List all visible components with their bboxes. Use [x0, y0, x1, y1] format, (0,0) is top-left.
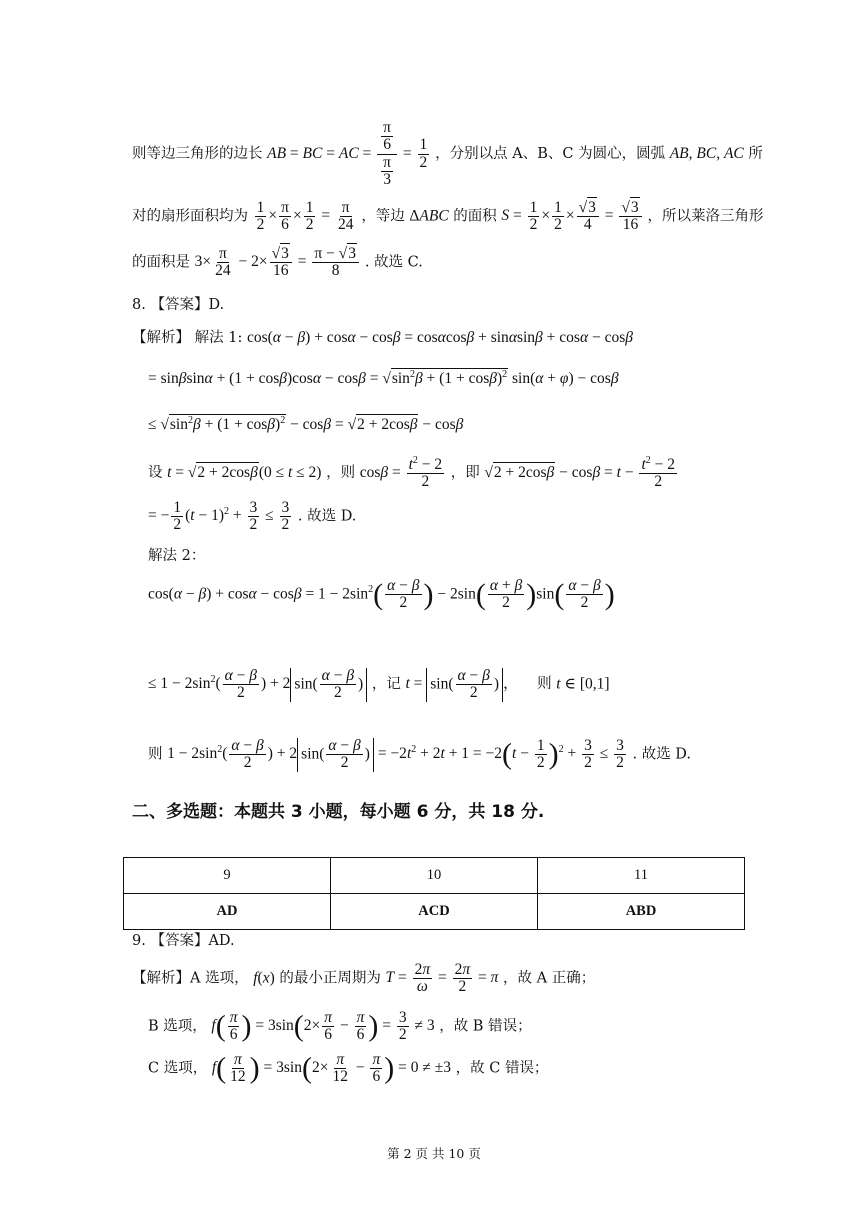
q9-option-b — [148, 1010, 532, 1044]
table-row — [124, 894, 745, 930]
formula: $1 - 2\sin^2$( $\frac{\alpha - \beta}{2}$ ) + 2 sin( $\frac{\alpha - \beta}{2}$ ) = $-2t^2 + 2t + 1 = -2(t$ − $\frac{1}{2}$ )$^2$ + $\frac{3}{2}$ ≤ $\frac{3}{2}$ — [167, 737, 624, 772]
section-heading-multiple-choice: 二、多选题：本题共 3 小题，每小题 6 分，共 18 分. — [132, 802, 545, 822]
q8-method1-line4 — [148, 456, 679, 491]
text-line-sector-area — [132, 200, 764, 234]
q8-method2-line1: $\cos(\alpha - \beta) + \cos\alpha - \cos\beta = 1 - 2\sin^2$( $\frac{\alpha - \beta}{2}$ ) − 2sin( $\frac{\alpha + \beta}{2}$ )sin( $\frac{\alpha - \beta}{2}$ ) — [148, 577, 615, 612]
text: . 故选 C. — [364, 254, 423, 271]
text: ，则 — [326, 464, 356, 481]
formula: AB, BC, AC — [669, 145, 744, 163]
text: ，所以莱洛三角形 — [647, 208, 764, 225]
text: 的最小正周期为 — [279, 970, 381, 987]
q8-method1-line3: ≤ $√\sin^2\beta + (1 + \cos\beta)^2 - \cos\beta = √2 + 2\cos\beta - \cos\beta$ — [148, 415, 464, 434]
formula: t ∈ [0,1] — [556, 675, 610, 693]
table-row — [124, 858, 745, 894]
q8-answer: 8. 【答案】D. — [132, 297, 225, 313]
formula: = − $\frac{1}{2}$ $(t - 1)^2$ + $\frac{3}{2}$ ≤ $\frac{3}{2}$ — [148, 499, 290, 534]
text: 则 — [537, 676, 552, 693]
formula: S = $\frac{1}{2}$ × $\frac{1}{2}$ × $\frac{√3}{4}$ = $\frac{√3}{16}$ — [501, 207, 647, 224]
text: 的面积 — [453, 208, 497, 225]
text: ，故 A 正确； — [503, 970, 596, 987]
text-line-side-length — [132, 120, 763, 188]
text: 对的扇形面积均为 — [132, 208, 248, 225]
formula: AB = BC = AC = $\frac{\frac{\pi}{6}}{\frac{\pi}{3}}$ = $\frac{1}{2}$ — [267, 119, 428, 188]
text: 【解析】 解法 1: — [132, 330, 243, 346]
text: ，故 B 错误； — [439, 1018, 532, 1035]
text: B 选项， — [148, 1018, 207, 1035]
text: 则 — [148, 746, 163, 763]
answer-table — [123, 857, 745, 930]
formula: f( $\frac{\pi}{12}$ ) = 3sin(2× $\frac{\pi}{12}$ − $\frac{\pi}{6}$ ) = 0 ≠ ±3 — [211, 1051, 452, 1086]
text: ，即 — [450, 464, 480, 481]
q8-method1-line1 — [132, 330, 633, 346]
table-cell: 10 — [331, 858, 538, 894]
formula: 3× $\frac{\pi}{24}$ − 2× $\frac{√3}{16}$ = $\frac{\pi - √3}{8}$ — [195, 253, 365, 270]
text: ，等边 — [361, 208, 405, 225]
text: 设 — [148, 464, 163, 481]
table-cell: 11 — [538, 858, 745, 894]
text: . 故选 D. — [632, 746, 692, 763]
text: C 选项， — [148, 1060, 208, 1077]
q9-option-c — [148, 1052, 548, 1086]
page-footer: 第 2 页 共 10 页 — [387, 1146, 481, 1161]
text: 所 — [748, 146, 763, 163]
q8-method2-line2 — [148, 668, 610, 702]
formula: t = sin( $\frac{\alpha - \beta}{2}$ ) ， — [405, 667, 519, 702]
text: 则等边三角形的边长 — [132, 146, 263, 163]
text: 【解析】A 选项， — [132, 970, 249, 987]
formula: f( $\frac{\pi}{6}$ ) = 3sin(2× $\frac{\pi}{6}$ − $\frac{\pi}{6}$ ) = $\frac{3}{2}$ ≠ 3 — [211, 1009, 435, 1044]
table-cell: ACD — [331, 894, 538, 930]
formula: f(x) — [253, 969, 275, 987]
text: ，分别以点 A、B、C 为圆心，圆弧 — [435, 146, 666, 163]
table-cell: 9 — [124, 858, 331, 894]
formula: ≤ $1 - 2\sin^2$( $\frac{\alpha - \beta}{2}$ ) + 2 sin( $\frac{\alpha - \beta}{2}$ ) — [148, 675, 367, 692]
table-cell: ABD — [538, 894, 745, 930]
text-line-reuleaux-area — [132, 246, 423, 280]
table-cell: AD — [124, 894, 331, 930]
formula: ΔABC — [409, 207, 449, 225]
text: ，故 C 错误； — [455, 1060, 549, 1077]
formula: cos(α − β) + cosα − cosβ = cosαcosβ + sinαsinβ + cosα − cosβ — [246, 329, 633, 346]
q8-method1-line2: = $\sin\beta\sin\alpha + (1 + \cos\beta)\cos\alpha - \cos\beta = √\sin^2\beta + (1 + \cos\beta)^2$ sin(α + φ) − cosβ — [148, 369, 619, 388]
q9-option-a — [132, 962, 595, 996]
text: . 故选 D. — [297, 508, 357, 525]
q8-method2-line3 — [148, 738, 691, 772]
q8-method2-title: 解法 2： — [148, 548, 206, 564]
formula: T = $\frac{2\pi}{\omega}$ = $\frac{2\pi}{2}$ = π — [385, 961, 499, 996]
formula: $\frac{1}{2}$ × $\frac{\pi}{6}$ × $\frac{1}{2}$ = $\frac{\pi}{24}$ — [256, 199, 354, 234]
formula: t = √2 + 2cosβ(0 ≤ t ≤ 2) — [167, 463, 322, 481]
formula: √2 + 2cosβ − cosβ = t − $\frac{t^2 - 2}{2}$ — [484, 455, 676, 491]
formula: cosβ = $\frac{t^2 - 2}{2}$ — [359, 455, 443, 491]
q8-method1-line5 — [148, 500, 356, 534]
q9-answer: 9. 【答案】AD. — [132, 933, 235, 949]
text: ，记 — [371, 676, 401, 693]
text: 的面积是 — [132, 254, 190, 271]
